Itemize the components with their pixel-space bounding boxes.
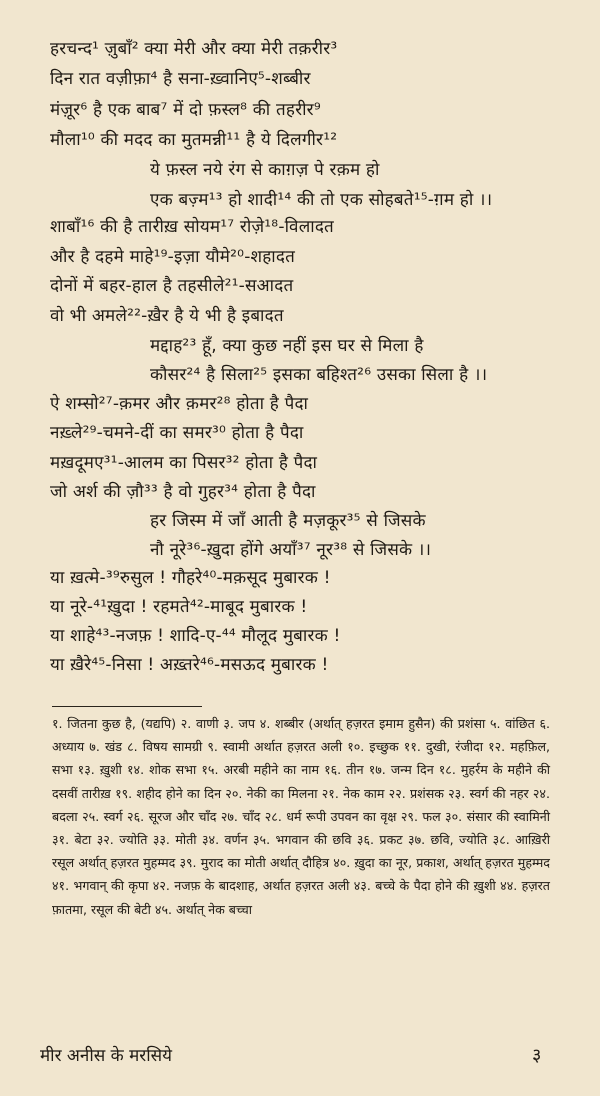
verse-line: या नूरे-⁴¹ख़ुदा ! रहमते⁴²-माबूद मुबारक !: [50, 597, 308, 617]
verse-line: या ख़त्मे-³⁹रुसुल ! गौहरे⁴⁰-मक़सूद मुबारक !: [50, 568, 331, 588]
verse-line: दोनों में बहर-हाल है तहसीले²¹-सआदत: [50, 276, 294, 296]
running-footer-title: मीर अनीस के मरसिये: [40, 1046, 172, 1066]
page-number: ३: [532, 1045, 542, 1066]
verse-line: मंज़ूर⁶ है एक बाब⁷ में दो फ़स्ल⁸ की तहरीर⁹: [50, 100, 321, 120]
footnotes: १. जितना कुछ है, (यद्यपि) २. वाणी ३. जप ४. शब्बीर (अर्थात् हज़रत इमाम हुसैन) की प्रशंसा ५. वांछित ६. अध्याय ७. खंड ८. विषय सामग्री ९. स्वामी अर्थात हज़रत अली १०. इच्छुक ११. दुखी, रंजीदा १२. महफ़िल, सभा १३. ख़ुशी १४. शोक सभा १५. अरबी महीने का नाम १६. तीन १७. जन्म दिन १८. मुहर्रम के महीने की दसवीं तारीख़ १९. शहीद होने का दिन २०. नेकी का मिलना २१. नेक काम २२. प्रशंसक २३. स्वर्ग की नहर २४. बदला २५. स्वर्ग २६. सूरज और चाँद २७. चाँद २८. धर्म रूपी उपवन का वृक्ष २९. फल ३०. संसार की स्वामिनी ३१. बेटा ३२. ज्योति ३३. मोती ३४. वर्णन ३५. भगवान की छवि ३६. प्रकट ३७. छवि, ज्योति ३८. आख़िरी रसूल अर्थात् हज़रत मुहम्मद ३९. मुराद का मोती अर्थात् दौहित्र ४०. ख़ुदा का नूर, प्रकाश, अर्थात् हज़रत मुहम्मद ४१. भगवान् की कृपा ४२. नजफ़ के बादशाह, अर्थात हज़रत अली ४३. बच्चे के पैदा होने की ख़ुशी ४४. हज़रत फ़ातमा, रसूल की बेटी ४५. अर्थात् नेक बच्चा: [52, 716, 550, 917]
verse-line: ऐ शम्सो²⁷-क़मर और क़मर²⁸ होता है पैदा: [50, 394, 309, 414]
verse-line: वो भी अमले²²-ख़ैर है ये भी है इबादत: [50, 306, 284, 326]
verse-line: जो अर्श की ज़ौ³³ है वो गुहर³⁴ होता है पैदा: [50, 482, 316, 502]
verse-line: मद्दाह²³ हूँ, क्या कुछ नहीं इस घर से मिला है: [150, 336, 424, 356]
verse-line: शाबाँ¹⁶ की है तारीख़ सोयम¹⁷ रोज़े¹⁸-विलादत: [50, 217, 334, 237]
verse-line: ये फ़स्ल नये रंग से काग़ज़ पे रक़म हो: [150, 160, 380, 180]
verse-line: और है दहमे माहे¹⁹-इज़ा यौमे²⁰-शहादत: [50, 247, 296, 267]
verse-line: मौला¹⁰ की मदद का मुतमन्नी¹¹ है ये दिलगीर¹²: [50, 130, 338, 150]
verse-line: या शाहे⁴³-नजफ़ ! शादि-ए-⁴⁴ मौलूद मुबारक !: [50, 626, 341, 646]
verse-line: हर जिस्म में जाँ आती है मज़कूर³⁵ से जिसके: [150, 511, 426, 531]
verse-line: नौ नूरे³⁶-ख़ुदा होंगे अयाँ³⁷ नूर³⁸ से जिसके ।।: [150, 540, 432, 560]
verse-line: दिन रात वज़ीफ़ा⁴ है सना-ख़्वानिए⁵-शब्बीर: [50, 69, 311, 89]
verse-line: हरचन्द¹ ज़ुबाँ² क्या मेरी और क्या मेरी तक़रीर³: [50, 39, 338, 59]
verse-line: एक बज़्म¹³ हो शादी¹⁴ की तो एक सोहबते¹⁵-ग़म हो ।।: [150, 190, 493, 210]
verse-line: नख़्ले²⁹-चमने-दीं का समर³⁰ होता है पैदा: [50, 423, 304, 443]
verse-line: कौसर²⁴ है सिला²⁵ इसका बहिश्त²⁶ उसका सिला है ।।: [150, 365, 488, 385]
verse-line: मख़दूमए³¹-आलम का पिसर³² होता है पैदा: [50, 453, 318, 473]
verse-line: या ख़ैरे⁴⁵-निसा ! अख़्तरे⁴⁶-मसऊद मुबारक !: [50, 655, 329, 675]
footnote-divider: [52, 706, 202, 707]
